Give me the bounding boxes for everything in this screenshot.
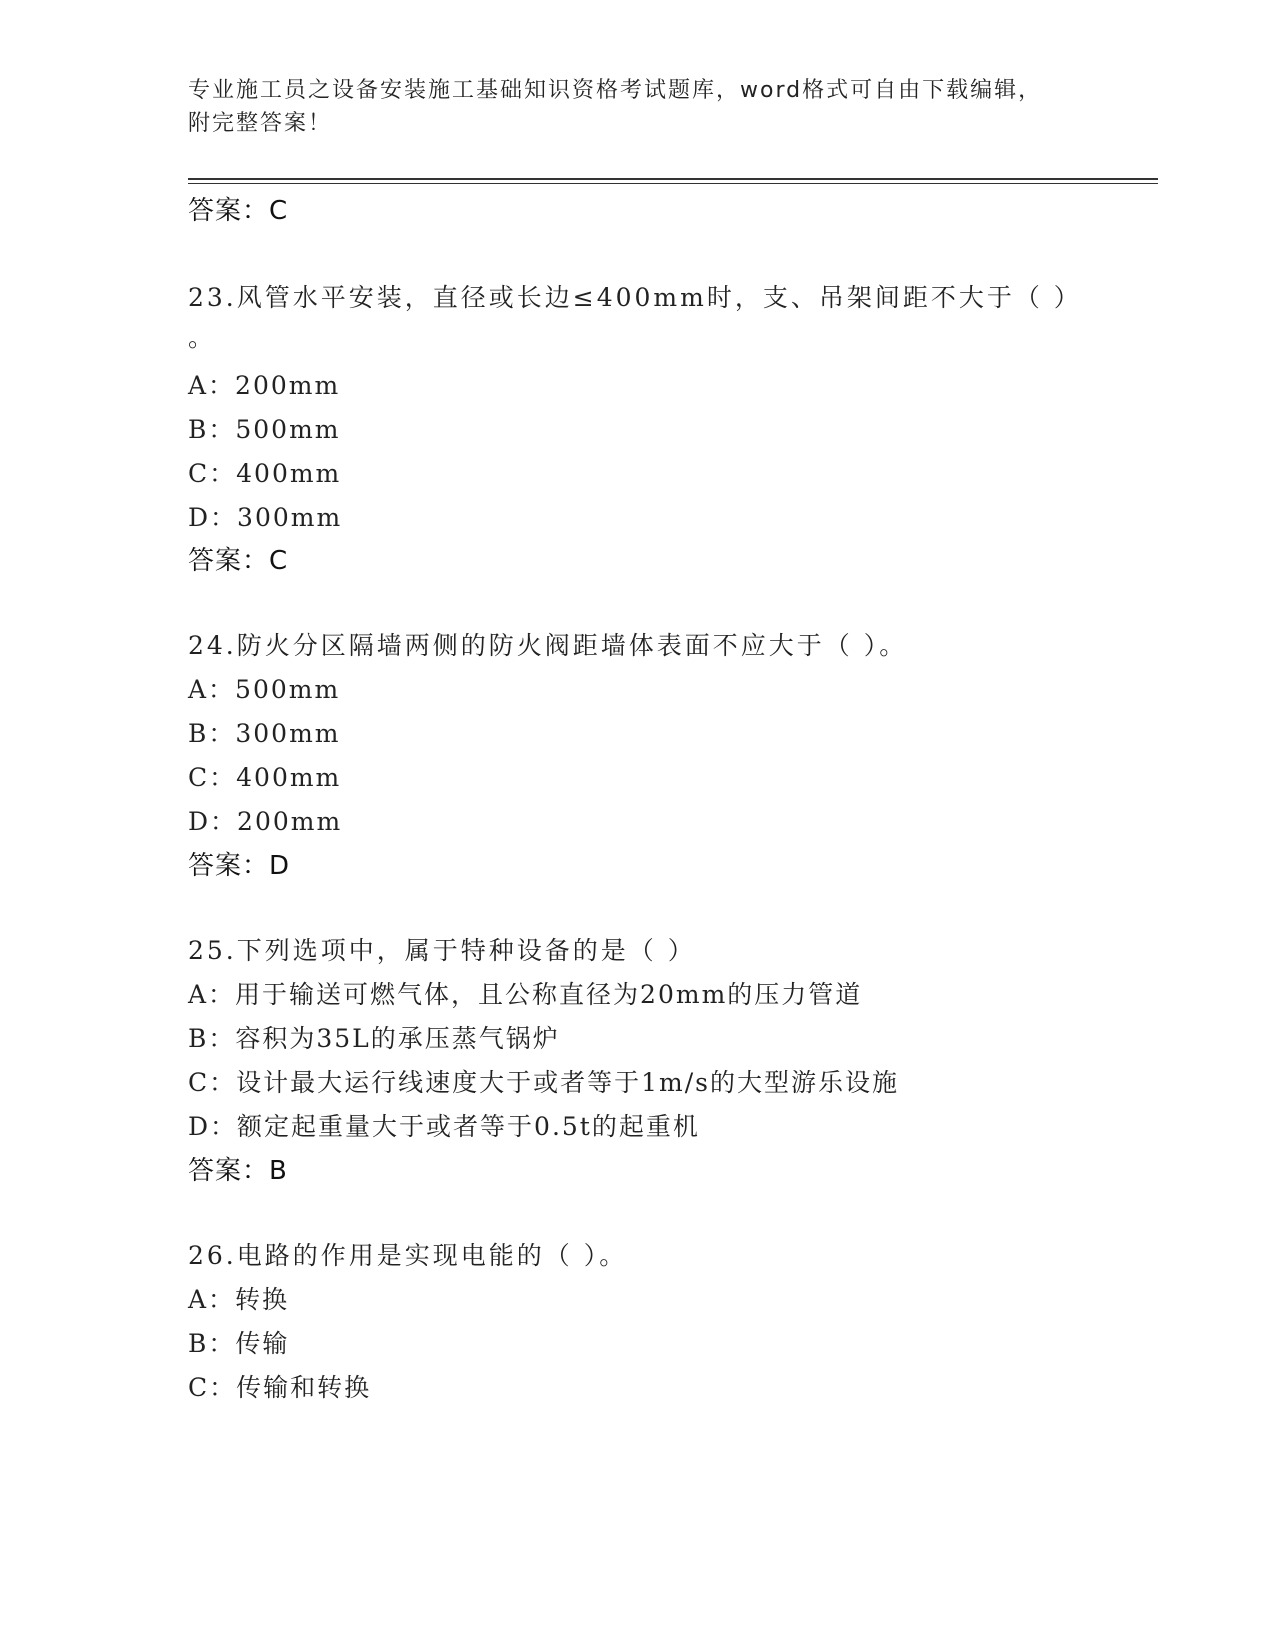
question-24-option-d: D：200mm xyxy=(188,807,343,836)
question-24-text: 24.防火分区隔墙两侧的防火阀距墙体表面不应大于（ ）。 xyxy=(188,631,908,660)
previous-answer: 答案：C xyxy=(188,196,289,226)
question-25-option-c: C：设计最大运行线速度大于或者等于1m/s的大型游乐设施 xyxy=(188,1068,899,1097)
question-23-option-d: D：300mm xyxy=(188,503,343,532)
question-26-text: 26.电路的作用是实现电能的（ ）。 xyxy=(188,1241,628,1270)
question-23-option-b: B：500mm xyxy=(188,415,341,444)
question-26-option-a: A：转换 xyxy=(188,1285,290,1314)
header-divider-thick xyxy=(188,178,1158,180)
question-24-option-c: C：400mm xyxy=(188,763,342,792)
question-24-answer: 答案：D xyxy=(188,851,291,881)
question-26-option-c: C：传输和转换 xyxy=(188,1373,372,1402)
question-23-option-c: C：400mm xyxy=(188,459,342,488)
question-26-option-b: B：传输 xyxy=(188,1329,290,1358)
question-25-option-a: A：用于输送可燃气体，且公称直径为20mm的压力管道 xyxy=(188,980,863,1009)
header-line-1: 专业施工员之设备安装施工基础知识资格考试题库，word格式可自由下载编辑， xyxy=(188,78,1043,103)
question-25-text: 25.下列选项中，属于特种设备的是（ ） xyxy=(188,936,696,965)
header-divider-thin xyxy=(188,183,1158,184)
question-24-option-a: A：500mm xyxy=(188,675,341,704)
question-24-option-b: B：300mm xyxy=(188,719,341,748)
document-header xyxy=(188,74,1088,140)
question-25-answer: 答案：B xyxy=(188,1156,288,1186)
question-25-option-b: B：容积为35L的承压蒸气锅炉 xyxy=(188,1024,560,1053)
header-line-2: 附完整答案！ xyxy=(188,111,333,136)
question-23-answer: 答案：C xyxy=(188,546,289,576)
question-23-option-a: A：200mm xyxy=(188,371,341,400)
question-23-text: 23.风管水平安装，直径或长边≤400mm时，支、吊架间距不大于（ ） xyxy=(188,283,1082,312)
question-25-option-d: D：额定起重量大于或者等于0.5t的起重机 xyxy=(188,1112,700,1141)
question-23-text-continued: 。 xyxy=(188,323,216,352)
